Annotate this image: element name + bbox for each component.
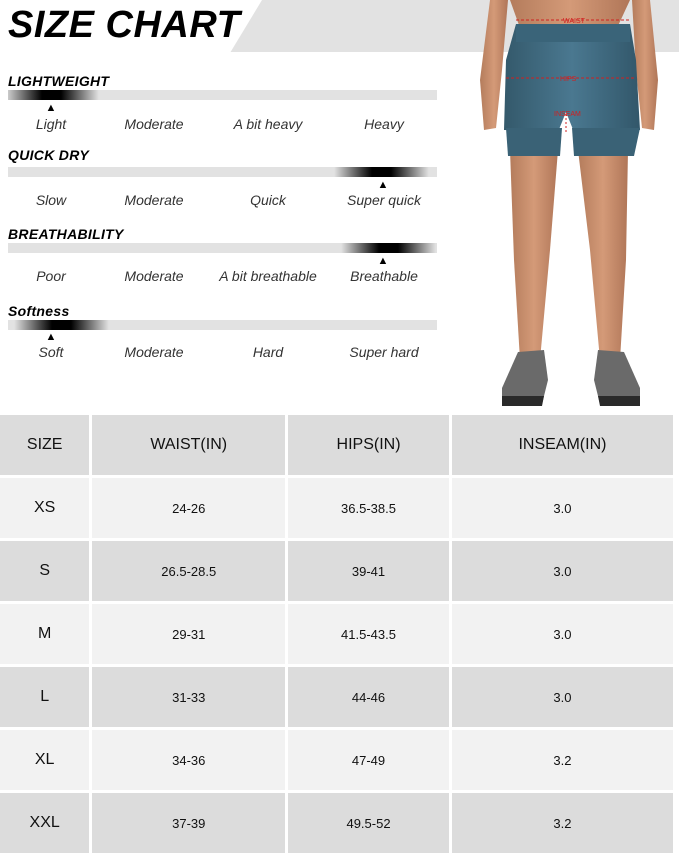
rating-level-softness-2: Moderate — [124, 344, 184, 360]
rating-marker-breathability: ▲ — [377, 255, 389, 267]
rating-scale-lightweight — [8, 90, 437, 100]
rating-title-breathability: BREATHABILITY — [8, 226, 124, 242]
header-size: SIZE — [0, 415, 89, 475]
waist-cell: 26.5-28.5 — [92, 541, 285, 601]
size-table-wrapper — [0, 412, 679, 856]
table-row — [0, 478, 673, 538]
waist-cell: 29-31 — [92, 604, 285, 664]
rating-scale-breathability — [8, 243, 437, 253]
rating-title-lightweight: LIGHTWEIGHT — [8, 73, 110, 89]
rating-level-breathability-4: Breathable — [350, 268, 418, 284]
rating-level-softness-3: Hard — [252, 344, 284, 360]
rating-indicator-quick-dry — [334, 167, 429, 177]
rating-level-softness-4: Super hard — [349, 344, 419, 360]
waist-cell: 31-33 — [92, 667, 285, 727]
header-hips: HIPS(IN) — [288, 415, 449, 475]
model-legs — [510, 150, 628, 360]
rating-title-softness: Softness — [8, 303, 70, 319]
size-cell: L — [0, 667, 89, 727]
table-row — [0, 667, 673, 727]
table-row — [0, 730, 673, 790]
rating-level-softness-1: Soft — [38, 344, 64, 360]
rating-level-quick-dry-1: Slow — [35, 192, 67, 208]
measure-hips-label: HIPS — [560, 76, 577, 83]
hips-cell: 47-49 — [288, 730, 449, 790]
rating-level-lightweight-4: Heavy — [364, 116, 404, 132]
header-inseam: INSEAM(IN) — [452, 415, 673, 475]
size-cell: XS — [0, 478, 89, 538]
size-table-header-row — [0, 415, 673, 475]
page-title: SIZE CHART — [8, 4, 241, 46]
hips-cell: 41.5-43.5 — [288, 604, 449, 664]
inseam-cell: 3.2 — [452, 730, 673, 790]
waist-cell: 24-26 — [92, 478, 285, 538]
rating-level-lightweight-3: A bit heavy — [233, 116, 303, 132]
rating-level-breathability-1: Poor — [36, 268, 66, 284]
rating-scale-quick-dry — [8, 167, 437, 177]
rating-marker-lightweight: ▲ — [45, 102, 57, 114]
rating-title-quick-dry: QUICK DRY — [8, 147, 90, 163]
model-shorts — [504, 24, 640, 156]
size-cell: M — [0, 604, 89, 664]
size-cell: S — [0, 541, 89, 601]
size-table — [0, 412, 676, 856]
hips-cell: 36.5-38.5 — [288, 478, 449, 538]
rating-level-quick-dry-3: Quick — [250, 192, 286, 208]
rating-level-lightweight-1: Light — [35, 116, 67, 132]
rating-level-quick-dry-4: Super quick — [347, 192, 421, 208]
rating-indicator-lightweight — [8, 90, 99, 100]
inseam-cell: 3.0 — [452, 667, 673, 727]
rating-level-breathability-3: A bit breathable — [219, 268, 317, 284]
model-illustration — [462, 0, 679, 410]
rating-marker-softness: ▲ — [45, 331, 57, 343]
size-cell: XXL — [0, 793, 89, 853]
hips-cell: 49.5-52 — [288, 793, 449, 853]
inseam-cell: 3.0 — [452, 541, 673, 601]
measure-inseam-label: INSEAM — [554, 111, 581, 118]
header-waist: WAIST(IN) — [92, 415, 285, 475]
waist-cell: 34-36 — [92, 730, 285, 790]
hips-cell: 44-46 — [288, 667, 449, 727]
rating-marker-quick-dry: ▲ — [377, 179, 389, 191]
rating-level-breathability-2: Moderate — [124, 268, 184, 284]
rating-level-lightweight-2: Moderate — [124, 116, 184, 132]
model-shoes — [502, 350, 640, 406]
rating-indicator-breathability — [341, 243, 436, 253]
rating-scale-softness — [8, 320, 437, 330]
table-row — [0, 793, 673, 853]
size-cell: XL — [0, 730, 89, 790]
measure-waist-label: WAIST — [563, 18, 585, 25]
hips-cell: 39-41 — [288, 541, 449, 601]
rating-indicator-softness — [14, 320, 109, 330]
table-row — [0, 541, 673, 601]
inseam-cell: 3.0 — [452, 478, 673, 538]
rating-level-quick-dry-2: Moderate — [124, 192, 184, 208]
waist-cell: 37-39 — [92, 793, 285, 853]
inseam-cell: 3.0 — [452, 604, 673, 664]
table-row — [0, 604, 673, 664]
inseam-cell: 3.2 — [452, 793, 673, 853]
